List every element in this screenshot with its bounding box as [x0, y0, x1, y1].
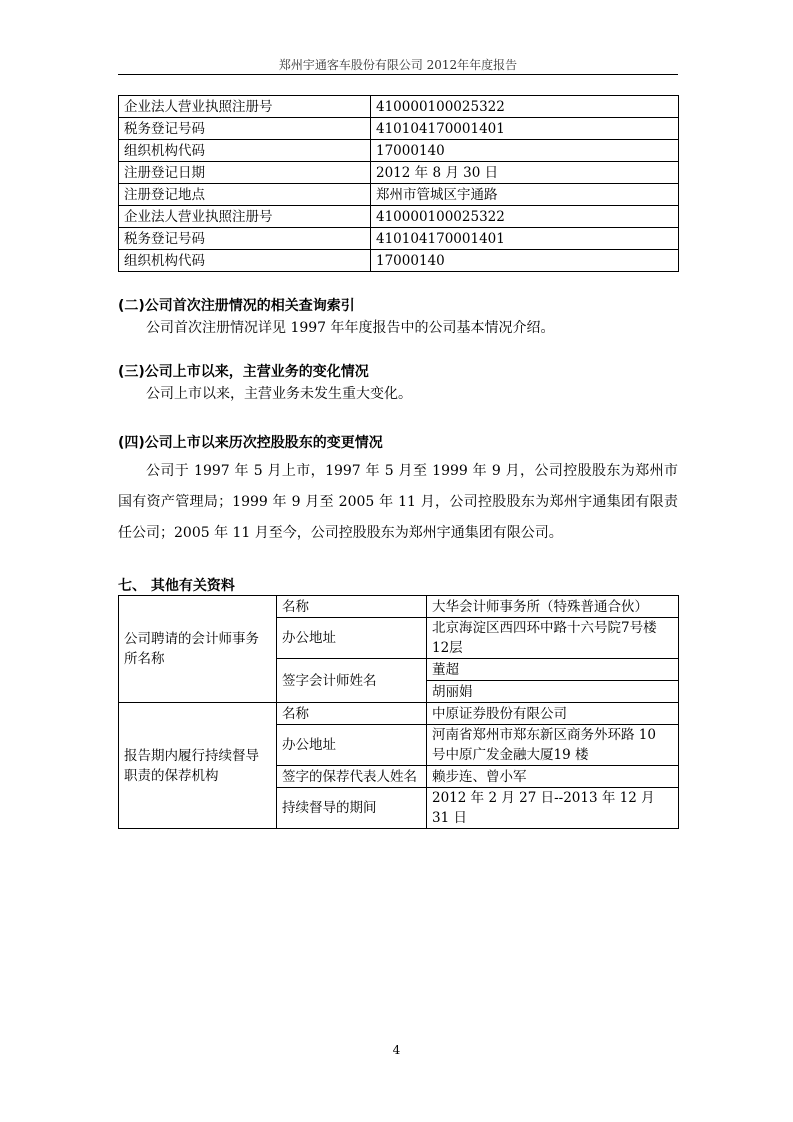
accountant-group-label: 公司聘请的会计师事务所名称 [119, 596, 277, 703]
accountant-name-label: 名称 [277, 596, 427, 618]
accountant-address-label: 办公地址 [277, 618, 427, 659]
table-row [119, 140, 679, 162]
sponsor-period-label: 持续督导的期间 [277, 788, 427, 829]
registration-label: 企业法人营业执照注册号 [119, 206, 371, 228]
section-2-body: 公司首次注册情况详见 1997 年年度报告中的公司基本情况介绍。 [146, 320, 555, 336]
section-2-title: (二)公司首次注册情况的相关查询索引 [118, 298, 355, 314]
registration-value: 410000100025322 [371, 206, 679, 228]
registration-label: 税务登记号码 [119, 228, 371, 250]
sponsor-name-value: 中原证券股份有限公司 [427, 703, 679, 725]
table-row [119, 703, 679, 725]
sponsor-address-label: 办公地址 [277, 725, 427, 766]
registration-label: 注册登记地点 [119, 184, 371, 206]
registration-value: 410104170001401 [371, 228, 679, 250]
registration-label: 组织机构代码 [119, 250, 371, 272]
accountant-address-value: 北京海淀区西四环中路十六号院7号楼12层 [427, 618, 679, 659]
sponsor-group-label: 报告期内履行持续督导职责的保荐机构 [119, 703, 277, 829]
sponsor-period-value: 2012 年 2 月 27 日--2013 年 12 月 31 日 [427, 788, 679, 829]
accountant-name-value: 大华会计师事务所（特殊普通合伙） [427, 596, 679, 618]
sponsor-rep-label: 签字的保荐代表人姓名 [277, 766, 427, 788]
section-4-title: (四)公司上市以来历次控股股东的变更情况 [118, 435, 383, 451]
registration-value: 17000140 [371, 140, 679, 162]
registration-label: 注册登记日期 [119, 162, 371, 184]
section-3-title: (三)公司上市以来，主营业务的变化情况 [118, 364, 369, 380]
table-row [119, 162, 679, 184]
registration-value: 2012 年 8 月 30 日 [371, 162, 679, 184]
registration-label: 税务登记号码 [119, 118, 371, 140]
section-7-title: 七、 其他有关资料 [118, 578, 235, 594]
page-header: 郑州宇通客车股份有限公司 2012年年度报告 [278, 58, 518, 72]
registration-value: 410000100025322 [371, 96, 679, 118]
section-4-body: 公司于 1997 年 5 月上市，1997 年 5 月至 1999 年 9 月，公司控股股东为郑州市国有资产管理局；1999 年 9 月至 2005 年 11 月，公司控股股东为郑州宇通集团有限责任公司；2005 年 11 月至今，公司控股股东为郑州宇通集团有限公司。 [118, 463, 678, 541]
registration-label: 组织机构代码 [119, 140, 371, 162]
registration-value: 410104170001401 [371, 118, 679, 140]
table-row [119, 118, 679, 140]
accountant-signer-label: 签字会计师姓名 [277, 659, 427, 703]
section-3-body: 公司上市以来，主营业务未发生重大变化。 [146, 386, 412, 402]
registration-value: 郑州市管城区宇通路 [371, 184, 679, 206]
registration-label: 企业法人营业执照注册号 [119, 96, 371, 118]
sponsor-name-label: 名称 [277, 703, 427, 725]
header-rule [118, 74, 678, 75]
other-info-table [118, 595, 679, 829]
accountant-signer-2: 胡丽娟 [427, 681, 679, 703]
accountant-signer-1: 董超 [427, 659, 679, 681]
table-row [119, 228, 679, 250]
table-row [119, 206, 679, 228]
table-row [119, 250, 679, 272]
registration-value: 17000140 [371, 250, 679, 272]
sponsor-rep-value: 赖步连、曾小军 [427, 766, 679, 788]
table-row [119, 96, 679, 118]
page-number: 4 [392, 1043, 401, 1057]
sponsor-address-value: 河南省郑州市郑东新区商务外环路 10 号中原广发金融大厦19 楼 [427, 725, 679, 766]
table-row [119, 596, 679, 618]
registration-table [118, 95, 679, 272]
table-row [119, 184, 679, 206]
